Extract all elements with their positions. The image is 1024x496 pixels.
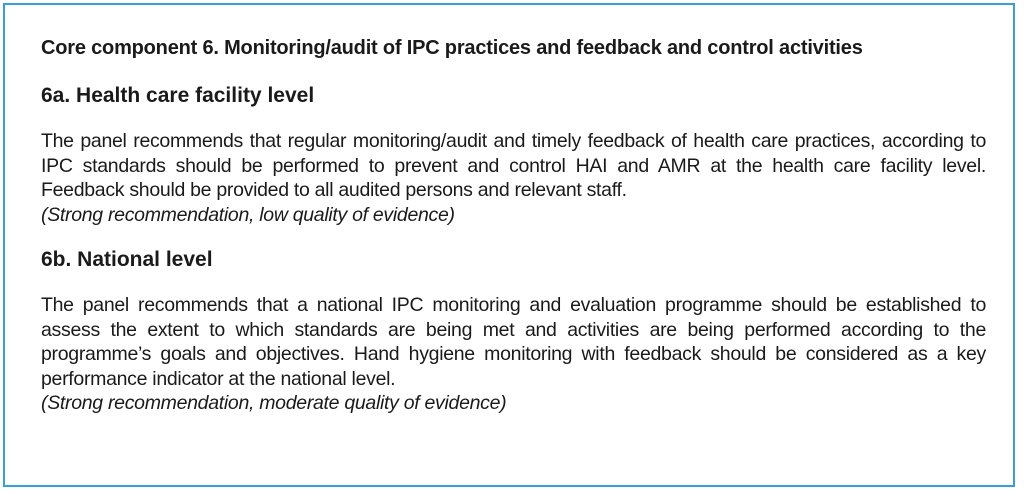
core-component-title: Core component 6. Monitoring/audit of IPC practices and feedback and control activities (41, 37, 863, 59)
section-body-6b (41, 293, 986, 416)
recommendation-text-6b: The panel recommends that a national IPC monitoring and evaluation programme should be established to assess the extent to which standards are being met and activities are being performed according to the programme’s goals and objectives. Hand hygiene monitoring with feedback should be considered as a key performance indicator at the national level. (41, 294, 986, 390)
evidence-note-6b: (Strong recommendation, moderate quality of evidence) (41, 392, 507, 414)
recommendation-text-6a: The panel recommends that regular monitoring/audit and timely feedback of health care practices, according to IPC standards should be performed to prevent and control HAI and AMR at the health care facility level. Feedback should be provided to all audited persons and relevant staff. (41, 130, 986, 201)
section-heading-6b: 6b. National level (41, 248, 213, 271)
evidence-note-6a: (Strong recommendation, low quality of evidence) (41, 203, 455, 226)
section-body-6a (41, 129, 986, 227)
section-heading-6a: 6a. Health care facility level (41, 84, 315, 107)
recommendation-box (3, 3, 1015, 487)
